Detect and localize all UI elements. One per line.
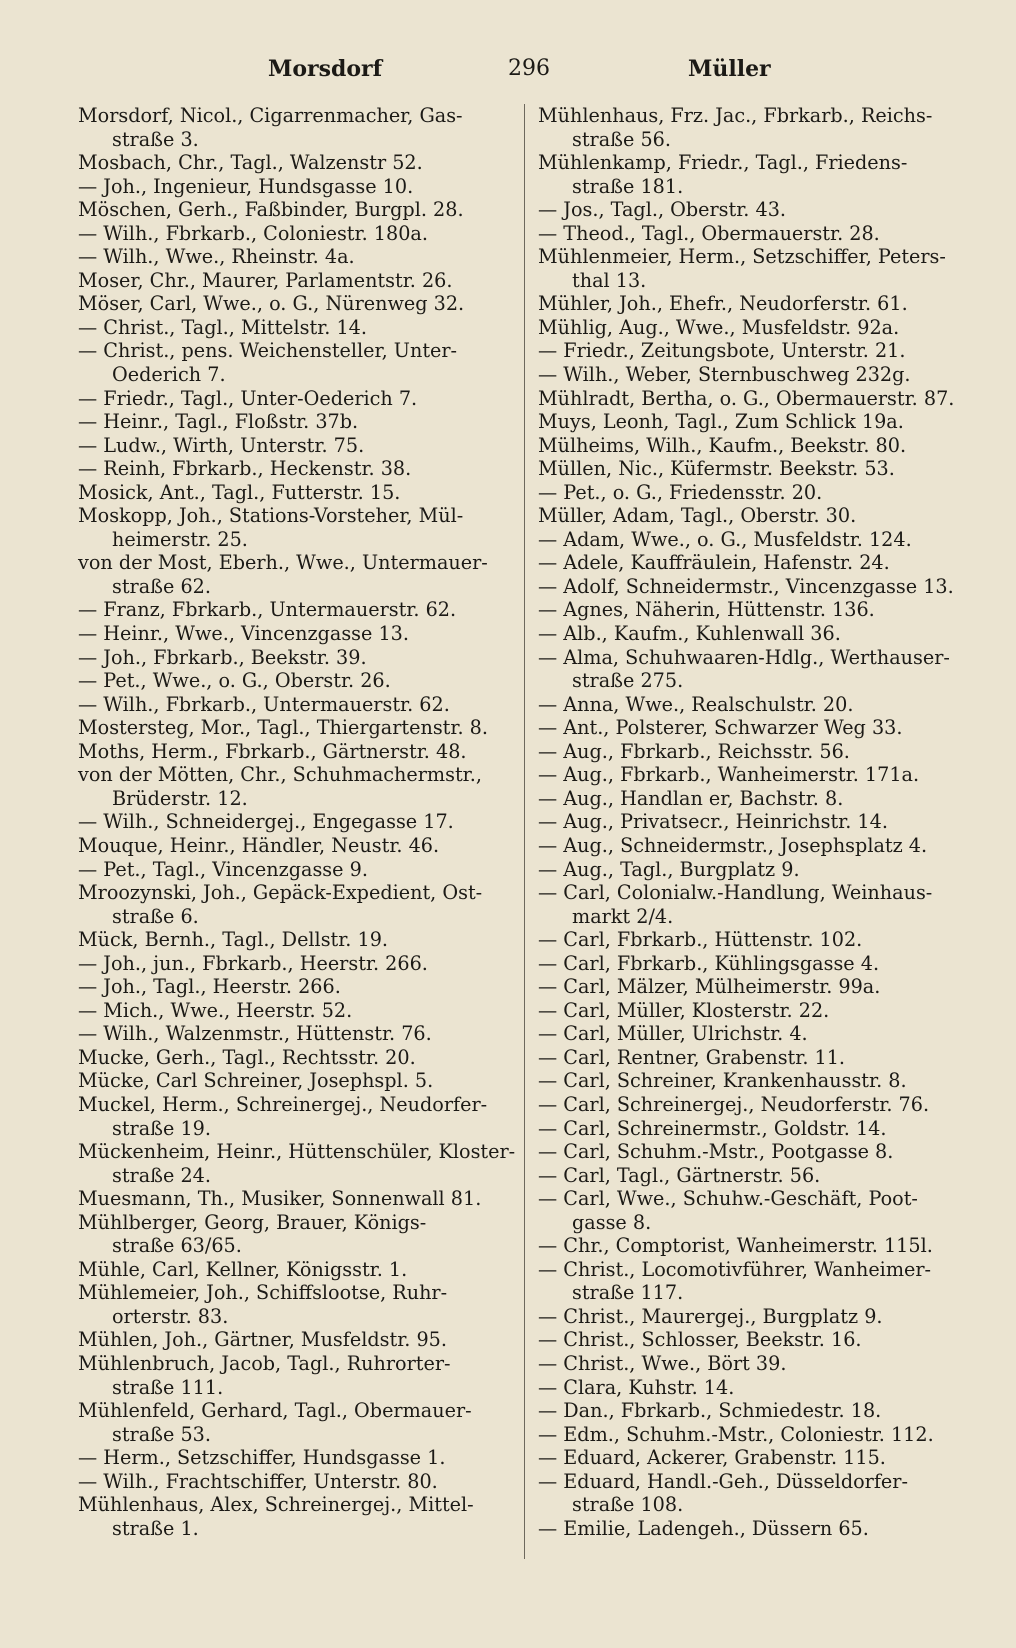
directory-entry-line: — Franz, Fbrkarb., Untermauerstr. 62. <box>78 598 457 622</box>
directory-entry-line: — Christ., Schlosser, Beekstr. 16. <box>538 1328 862 1352</box>
directory-entry-line: Möschen, Gerh., Faßbinder, Burgpl. 28. <box>78 198 464 222</box>
directory-entry-line: — Agnes, Näherin, Hüttenstr. 136. <box>538 598 875 622</box>
directory-entry-line: straße 56. <box>572 127 671 151</box>
header-right-keyword: Müller <box>688 56 771 82</box>
directory-entry-line: — Christ., pens. Weichensteller, Unter- <box>78 339 458 363</box>
directory-entry-line: straße 181. <box>572 174 684 198</box>
directory-entry-line: — Clara, Kuhstr. 14. <box>538 1375 735 1399</box>
directory-entry-line: markt 2/4. <box>572 904 674 928</box>
directory-entry-line: — Aug., Privatsecr., Heinrichstr. 14. <box>538 810 888 834</box>
directory-entry-line: — Friedr., Zeitungsbote, Unterstr. 21. <box>538 339 906 363</box>
directory-entry-line: Müllen, Nic., Küfermstr. Beekstr. 53. <box>538 457 895 481</box>
directory-entry-line: — Chr., Comptorist, Wanheimerstr. 115l. <box>538 1234 933 1258</box>
directory-entry-line: — Aug., Fbrkarb., Reichsstr. 56. <box>538 739 850 763</box>
directory-entry-line: — Carl, Müller, Ulrichstr. 4. <box>538 1022 808 1046</box>
directory-entry-line: Oederich 7. <box>112 363 226 387</box>
directory-entry-line: gasse 8. <box>572 1210 652 1234</box>
directory-entry-line: — Dan., Fbrkarb., Schmiedestr. 18. <box>538 1399 882 1423</box>
directory-entry-line: Mühlenfeld, Gerhard, Tagl., Obermauer- <box>78 1399 472 1423</box>
directory-entry-line: — Carl, Schreiner, Krankenhausstr. 8. <box>538 1069 907 1093</box>
directory-entry-line: Mosick, Ant., Tagl., Futterstr. 15. <box>78 480 401 504</box>
directory-entry-line: straße 62. <box>112 574 211 598</box>
directory-entry-line: — Reinh, Fbrkarb., Heckenstr. 38. <box>78 457 412 481</box>
directory-entry-line: — Herm., Setzschiffer, Hundsgasse 1. <box>78 1446 446 1470</box>
left-column <box>78 104 516 1540</box>
directory-entry-line: Mühlenhaus, Frz. Jac., Fbrkarb., Reichs- <box>538 104 933 127</box>
directory-entry-line: straße 275. <box>572 669 684 693</box>
directory-entry-line: — Joh., Ingenieur, Hundsgasse 10. <box>78 174 414 198</box>
directory-entry-line: straße 24. <box>112 1163 211 1187</box>
directory-entry-line: Mühler, Joh., Ehefr., Neudorferstr. 61. <box>538 292 908 316</box>
directory-entry-line: — Christ., Locomotivführer, Wanheimer- <box>538 1257 932 1281</box>
directory-entry-line: — Aug., Schneidermstr., Josephsplatz 4. <box>538 833 928 857</box>
directory-entry-line: straße 6. <box>112 904 199 928</box>
directory-entry-line: straße 19. <box>112 1116 211 1140</box>
directory-entry-line: orterstr. 83. <box>112 1304 229 1328</box>
directory-entry-line: straße 117. <box>572 1281 684 1305</box>
directory-entry-line: Mühlberger, Georg, Brauer, Königs- <box>78 1210 427 1234</box>
directory-entry-line: Mühlenhaus, Alex, Schreinergej., Mittel- <box>78 1493 474 1517</box>
directory-entry-line: — Carl, Schreinermstr., Goldstr. 14. <box>538 1116 887 1140</box>
directory-entry-line: — Friedr., Tagl., Unter-Oederich 7. <box>78 386 418 410</box>
directory-entry-line: Mostersteg, Mor., Tagl., Thiergartenstr. 8. <box>78 716 488 740</box>
directory-entry-line: — Carl, Mälzer, Mülheimerstr. 99a. <box>538 975 881 999</box>
directory-entry-line: — Wilh., Frachtschiffer, Unterstr. 80. <box>78 1469 438 1493</box>
directory-entry-line: straße 108. <box>572 1493 684 1517</box>
directory-entry-line: Muckel, Herm., Schreinergej., Neudorfer- <box>78 1092 488 1116</box>
directory-entry-line: Muys, Leonh, Tagl., Zum Schlick 19a. <box>538 410 904 434</box>
directory-entry-line: — Carl, Tagl., Gärtnerstr. 56. <box>538 1163 821 1187</box>
directory-entry-line: — Carl, Colonialw.-Handlung, Weinhaus- <box>538 881 933 905</box>
directory-entry-line: — Jos., Tagl., Oberstr. 43. <box>538 198 787 222</box>
directory-entry-line: straße 111. <box>112 1375 224 1399</box>
directory-entry-line: — Joh., Fbrkarb., Beekstr. 39. <box>78 645 367 669</box>
directory-entry-line: Muesmann, Th., Musiker, Sonnenwall 81. <box>78 1187 482 1211</box>
directory-entry-line: Mucke, Gerh., Tagl., Rechtsstr. 20. <box>78 1045 416 1069</box>
directory-entry-line: Mühlemeier, Joh., Schiffslootse, Ruhr- <box>78 1281 448 1305</box>
directory-entry-line: Mühlenbruch, Jacob, Tagl., Ruhrorter- <box>78 1351 451 1375</box>
directory-entry-line: Moskopp, Joh., Stations-Vorsteher, Mül- <box>78 504 464 528</box>
header-left-keyword: Morsdorf <box>268 56 383 82</box>
directory-entry-line: — Adam, Wwe., o. G., Musfeldstr. 124. <box>538 527 912 551</box>
directory-entry-line: — Christ., Maurergej., Burgplatz 9. <box>538 1304 883 1328</box>
directory-entry-line: Müller, Adam, Tagl., Oberstr. 30. <box>538 504 857 528</box>
directory-entry-line: — Carl, Fbrkarb., Hüttenstr. 102. <box>538 928 863 952</box>
directory-entry-line: Mühlenmeier, Herm., Setzschiffer, Peters- <box>538 245 946 269</box>
directory-entry-line: Mülheims, Wilh., Kaufm., Beekstr. 80. <box>538 433 907 457</box>
directory-entry-line: — Mich., Wwe., Heerstr. 52. <box>78 998 353 1022</box>
directory-entry-line: — Edm., Schuhm.-Mstr., Coloniestr. 112. <box>538 1422 934 1446</box>
directory-entry-line: — Christ., Wwe., Bört 39. <box>538 1351 787 1375</box>
directory-entry-line: — Emilie, Ladengeh., Düssern 65. <box>538 1516 869 1540</box>
directory-entry-line: Brüderstr. 12. <box>112 786 248 810</box>
directory-entry-line: — Theod., Tagl., Obermauerstr. 28. <box>538 221 880 245</box>
directory-entry-line: straße 63/65. <box>112 1234 242 1258</box>
directory-entry-line: straße 3. <box>112 127 199 151</box>
page-number: 296 <box>508 56 550 81</box>
directory-entry-line: Mückenheim, Heinr., Hüttenschüler, Kloster- <box>78 1140 516 1164</box>
directory-entry-line: Mück, Bernh., Tagl., Dellstr. 19. <box>78 928 389 952</box>
directory-entry-line: Mühle, Carl, Kellner, Königsstr. 1. <box>78 1257 408 1281</box>
directory-entry-line: Mosbach, Chr., Tagl., Walzenstr 52. <box>78 151 423 175</box>
directory-entry-line: — Wilh., Walzenmstr., Hüttenstr. 76. <box>78 1022 432 1046</box>
directory-entry-line: Möser, Carl, Wwe., o. G., Nürenweg 32. <box>78 292 465 316</box>
directory-entry-line: Mühlig, Aug., Wwe., Musfeldstr. 92a. <box>538 315 900 339</box>
directory-entry-line: — Carl, Wwe., Schuhw.-Geschäft, Poot- <box>538 1187 918 1211</box>
directory-entry-line: von der Most, Eberh., Wwe., Untermauer- <box>78 551 488 575</box>
directory-entry-line: — Wilh., Fbrkarb., Coloniestr. 180a. <box>78 221 428 245</box>
right-column <box>538 104 973 1540</box>
directory-entry-line: — Ludw., Wirth, Unterstr. 75. <box>78 433 365 457</box>
directory-entry-line: straße 53. <box>112 1422 211 1446</box>
directory-entry-line: von der Mötten, Chr., Schuhmachermstr., <box>78 763 482 787</box>
directory-entry-line: — Aug., Handlan er, Bachstr. 8. <box>538 786 844 810</box>
directory-entry-line: — Anna, Wwe., Realschulstr. 20. <box>538 692 854 716</box>
directory-entry-line: — Pet., o. G., Friedensstr. 20. <box>538 480 823 504</box>
directory-entry-line: — Alma, Schuhwaaren-Hdlg., Werthauser- <box>538 645 950 669</box>
directory-entry-line: — Pet., Tagl., Vincenzgasse 9. <box>78 857 368 881</box>
column-divider <box>524 104 525 1559</box>
directory-entry-line: — Aug., Fbrkarb., Wanheimerstr. 171a. <box>538 763 920 787</box>
directory-entry-line: Mücke, Carl Schreiner, Josephspl. 5. <box>78 1069 434 1093</box>
directory-entry-line: Mouque, Heinr., Händler, Neustr. 46. <box>78 833 440 857</box>
directory-entry-line: — Aug., Tagl., Burgplatz 9. <box>538 857 800 881</box>
directory-entry-line: — Adele, Kauffräulein, Hafenstr. 24. <box>538 551 890 575</box>
directory-entry-line: — Alb., Kaufm., Kuhlenwall 36. <box>538 622 841 646</box>
directory-entry-line: Morsdorf, Nicol., Cigarrenmacher, Gas- <box>78 104 463 127</box>
directory-entry-line: — Wilh., Fbrkarb., Untermauerstr. 62. <box>78 692 450 716</box>
directory-entry-line: — Carl, Schreinergej., Neudorferstr. 76. <box>538 1092 930 1116</box>
page-header <box>78 52 958 88</box>
directory-entry-line: — Wilh., Weber, Sternbuschweg 232g. <box>538 363 911 387</box>
directory-entry-line: Moser, Chr., Maurer, Parlamentstr. 26. <box>78 268 453 292</box>
directory-entry-line: Mühlenkamp, Friedr., Tagl., Friedens- <box>538 151 908 175</box>
directory-entry-line: straße 1. <box>112 1516 199 1540</box>
directory-entry-line: — Ant., Polsterer, Schwarzer Weg 33. <box>538 716 903 740</box>
directory-entry-line: — Wilh., Wwe., Rheinstr. 4a. <box>78 245 355 269</box>
directory-entry-line: — Wilh., Schneidergej., Engegasse 17. <box>78 810 454 834</box>
directory-entry-line: heimerstr. 25. <box>112 527 248 551</box>
directory-entry-line: — Carl, Schuhm.-Mstr., Pootgasse 8. <box>538 1140 894 1164</box>
directory-entry-line: — Heinr., Tagl., Floßstr. 37b. <box>78 410 359 434</box>
directory-entry-line: — Adolf, Schneidermstr., Vincenzgasse 13. <box>538 574 954 598</box>
directory-entry-line: — Eduard, Ackerer, Grabenstr. 115. <box>538 1446 886 1470</box>
directory-entry-line: Mroozynski, Joh., Gepäck-Expedient, Ost- <box>78 881 483 905</box>
directory-entry-line: — Carl, Fbrkarb., Kühlingsgasse 4. <box>538 951 880 975</box>
directory-entry-line: — Pet., Wwe., o. G., Oberstr. 26. <box>78 669 391 693</box>
directory-entry-line: — Carl, Müller, Klosterstr. 22. <box>538 998 830 1022</box>
directory-entry-line: thal 13. <box>572 268 647 292</box>
directory-entry-line: — Heinr., Wwe., Vincenzgasse 13. <box>78 622 409 646</box>
directory-entry-line: — Joh., Tagl., Heerstr. 266. <box>78 975 341 999</box>
directory-entry-line: — Eduard, Handl.-Geh., Düsseldorfer- <box>538 1469 908 1493</box>
directory-entry-line: — Joh., jun., Fbrkarb., Heerstr. 266. <box>78 951 428 975</box>
directory-entry-line: — Carl, Rentner, Grabenstr. 11. <box>538 1045 846 1069</box>
directory-entry-line: Mühlen, Joh., Gärtner, Musfeldstr. 95. <box>78 1328 447 1352</box>
directory-entry-line: Moths, Herm., Fbrkarb., Gärtnerstr. 48. <box>78 739 467 763</box>
directory-entry-line: — Christ., Tagl., Mittelstr. 14. <box>78 315 367 339</box>
directory-entry-line: Mühlradt, Bertha, o. G., Obermauerstr. 87. <box>538 386 955 410</box>
